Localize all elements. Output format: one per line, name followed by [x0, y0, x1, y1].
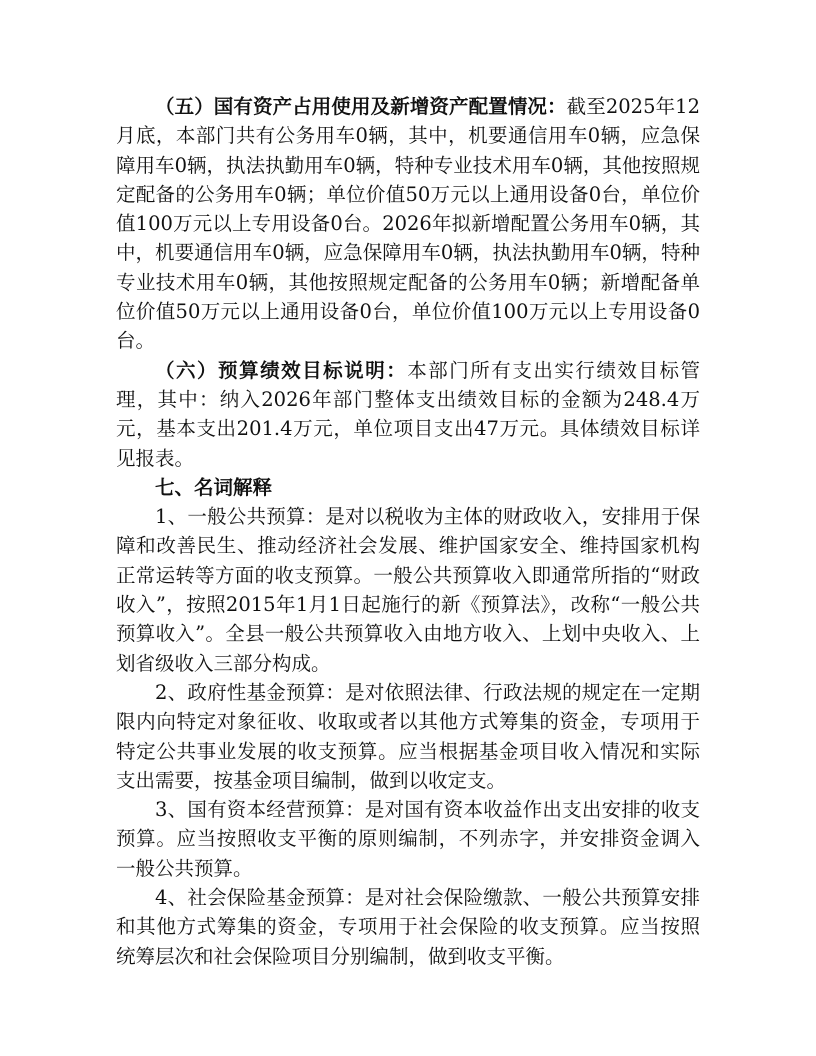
- section-5-body: 截至2025年12月底，本部门共有公务用车0辆，其中，机要通信用车0辆，应急保障用车0辆，执法执勤用车0辆，特种专业技术用车0辆，其他按照规定配备的公务用车0辆；单位价值50万元以上通用设备0台，单位价值100万元以上专用设备0台。2026年拟新增配置公务用车0辆，其中，机要通信用车0辆，应急保障用车0辆，执法执勤用车0辆，特种专业技术用车0辆，其他按照规定配备的公务用车0辆；新增配备单位价值50万元以上通用设备0台，单位价值100万元以上专用设备0台。: [116, 95, 700, 353]
- section-7-title: 七、名词解释: [155, 475, 273, 499]
- section-6-body: 本部门所有支出实行绩效目标管理，其中：纳入2026年部门整体支出绩效目标的金额为248.4万元，基本支出201.4万元，单位项目支出47万元。具体绩效目标详见报表。: [116, 358, 700, 470]
- section-6-title: （六）预算绩效目标说明：: [155, 358, 408, 382]
- term-general-public-budget: 1、一般公共预算：是对以税收为主体的财政收入，安排用于保障和改善民生、推动经济社会发展、维护国家安全、维持国家机构正常运转等方面的收支预算。一般公共预算收入即通常所指的“财政收入”，按照2015年1月1日起施行的新《预算法》，改称“一般公共预算收入”。全县一般公共预算收入由地方收入、上划中央收入、上划省级收入三部分构成。: [116, 505, 700, 675]
- term-state-capital-budget: 3、国有资本经营预算：是对国有资本收益作出支出安排的收支预算。应当按照收支平衡的原则编制，不列赤字，并安排资金调入一般公共预算。: [116, 798, 700, 880]
- section-5-title: （五）国有资产占用使用及新增资产配置情况：: [155, 95, 567, 118]
- term-government-fund-budget: 2、政府性基金预算：是对依照法律、行政法规的规定在一定期限内向特定对象征收、收取或者以其他方式筹集的资金，专项用于特定公共事业发展的收支预算。应当根据基金项目收入情况和实际支出需要，按基金项目编制，做到以收定支。: [116, 680, 700, 792]
- term-social-insurance-budget: 4、社会保险基金预算：是对社会保险缴款、一般公共预算安排和其他方式筹集的资金，专项用于社会保险的收支预算。应当按照统筹层次和社会保险项目分别编制，做到收支平衡。: [116, 886, 700, 968]
- paragraph-performance-goals: [116, 356, 700, 473]
- document-page: [116, 92, 700, 971]
- paragraph-asset-allocation: [116, 92, 700, 356]
